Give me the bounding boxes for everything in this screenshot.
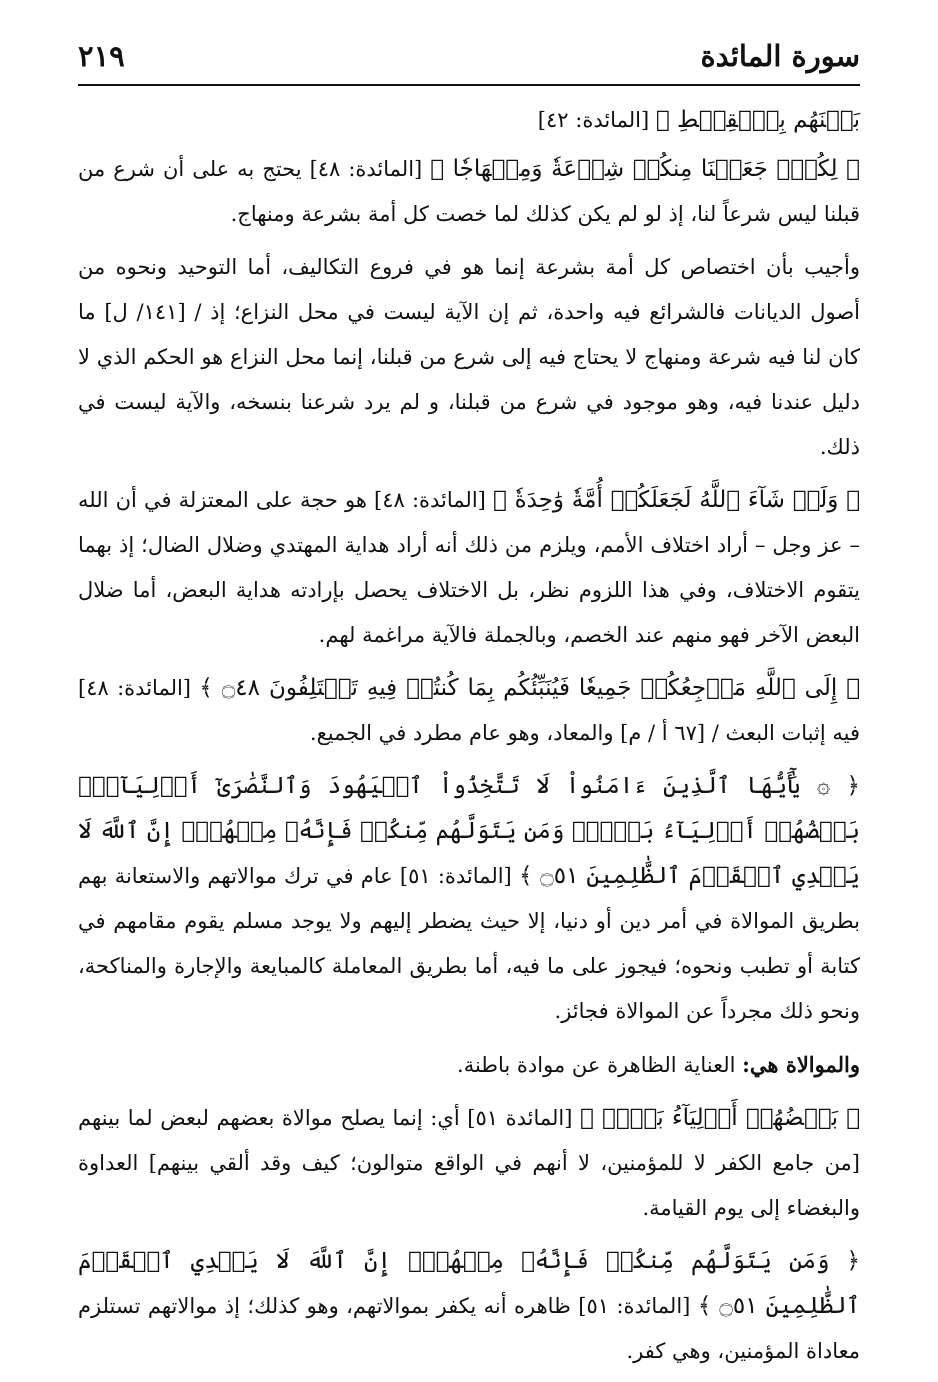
commentary-text: [المائدة ٥١] أي: إنما يصلح موالاة بعضهم لبعض لما بينهم [من جامع الكفر لا للمؤمنين، لا أنهم في الواقع متوالون؛ كيف وقد ألقي بينهم] العداوة والبغضاء إلى يوم القيامة. [78,1106,860,1220]
surah-title: سورة المائدة [700,39,860,73]
commentary-text: وأجيب بأن اختصاص كل أمة بشرعة إنما هو في فروع التكاليف، أما التوحيد ونحوه من أصول الديانات فالشرائع فيه واحدة، ثم إن الآية ليست في محل النزاع؛ إذ / [١٤١/ ل] ما كان لنا فيه شرعة ومنهاج لا يحتاج فيه إلى شرع من قبلنا، إنما محل النزاع هو الحكم الذي لا دليل عندنا فيه، وهو موجود في شرع من قبلنا، و لم يرد شرعنا بنسخه، والآية ليست في ذلك. [78,255,860,459]
paragraph [78,98,860,143]
page-number: ٢١٩ [78,39,125,73]
quran-verse: ﴿ بَعۡضُهُمۡ أَوۡلِيَآءُ بَعۡضٖ ﴾ [580,1105,861,1131]
paragraph [78,1096,860,1231]
quran-verse: ﴿ وَمَن يَتَوَلَّهُم مِّنكُمۡ فَإِنَّهُۥ مِنۡهُمۡۗ إِنَّ ٱللَّهَ لَا يَهۡدِي ٱلۡقَوۡمَ ٱلظَّٰلِمِينَ ۝٥١ ﴾ [78,1248,860,1319]
quran-verse: ﴿ وَلَوۡ شَآءَ ٱللَّهُ لَجَعَلَكُمۡ أُمَّةٗ وَٰحِدَةٗ ﴾ [493,487,860,513]
commentary-text: العناية الظاهرة عن موادة باطنة. [457,1053,743,1077]
paragraph [78,147,860,237]
quran-verse: بَيۡنَهُم بِٱلۡقِسۡطِ ﴾ [655,107,860,133]
paragraph [78,1042,860,1088]
page-body [78,98,860,1382]
paragraph [78,1239,860,1374]
commentary-text: [المائدة: ٤٨] يحتج به على أن شرع من قبلنا ليس شرعاً لنا، إذ لو لم يكن كذلك لما خصت كل أمة بشرعة ومنهاج. [78,157,860,226]
commentary-text: [المائدة: ٤٢] [537,108,656,132]
paragraph [78,764,860,1034]
commentary-text: [المائدة: ٤٨] هو حجة على المعتزلة في أن الله – عز وجل – أراد اختلاف الأمم، ويلزم من ذلك أنه أراد هداية المهتدي وضلال الضال؛ إذ بهما يتقوم الاختلاف، وفي هذا اللزوم نظر، بل الاختلاف يحصل بإرادته هداية البعض، أما ضلال البعض الآخر فهو منهم عند الخصم، وبالجملة فالآية مراغمة لهم. [78,488,860,647]
paragraph [78,666,860,756]
commentary-text: [المائدة: ٤٨] فيه إثبات البعث / [٦٧ أ / م] والمعاد، وهو عام مطرد في الجميع. [78,676,860,745]
paragraph [78,478,860,658]
commentary-text: [المائدة: ٥١] عام في ترك موالاتهم والاستعانة بهم بطريق الموالاة في أمر دين أو دنيا، إلا حيث يضطر إليهم ولا يوجد مسلم يقوم مقامهم في كتابة أو تطبب ونحوه؛ فيجوز على ما فيه، أما بطريق المعاملة كالمبايعة والإجارة والمناكحة، ونحو ذلك مجرداً عن الموالاة فجائز. [78,864,860,1023]
header-divider [78,84,860,86]
paragraph [78,245,860,470]
commentary-text: [المائدة: ٥١] ظاهره أنه يكفر بموالاتهم، وهو كذلك؛ إذ موالاتهم تستلزم معاداة المؤمنين، وهي كفر. [78,1294,860,1363]
quran-verse: ﴿ ۞ يَٰٓأَيُّهَا ٱلَّذِينَ ءَامَنُواْ لَا تَتَّخِذُواْ ٱلۡيَهُودَ وَٱلنَّصَٰرَىٰٓ أَوۡلِيَآءَۘ بَعۡضُهُمۡ أَوۡلِيَآءُ بَعۡضٖۚ وَمَن يَتَوَلَّهُم مِّنكُمۡ فَإِنَّهُۥ مِنۡهُمۡۗ إِنَّ ٱللَّهَ لَا يَهۡدِي ٱلۡقَوۡمَ ٱلظَّٰلِمِينَ ۝٥١ ﴾ [78,773,860,889]
definition-term: والموالاة هي: [742,1052,860,1077]
quran-verse: ﴿ إِلَى ٱللَّهِ مَرۡجِعُكُمۡ جَمِيعٗا فَيُنَبِّئُكُم بِمَا كُنتُمۡ فِيهِ تَخۡتَلِفُونَ ۝٤٨ ﴾ [199,675,861,701]
quran-verse: ﴿ لِكُلّٖ جَعَلۡنَا مِنكُمۡ شِرۡعَةٗ وَمِنۡهَاجٗا ﴾ [430,156,860,182]
page-header [78,30,860,82]
